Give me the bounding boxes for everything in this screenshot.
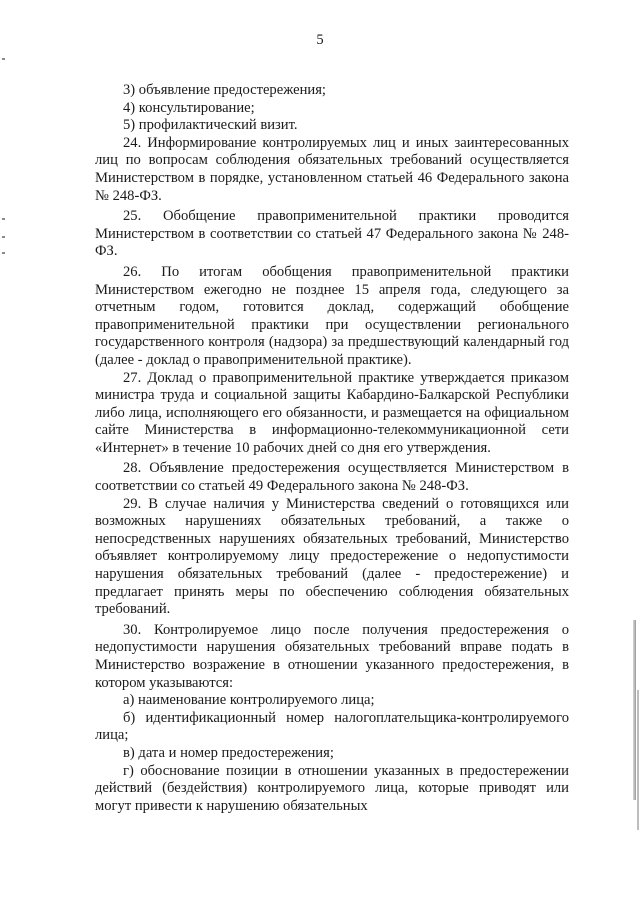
- paragraph-24: 24. Информирование контролируемых лиц и иных заинтересованных лиц по вопросам соблюдения обязательных требований осуществляется Министерством в порядке, установленном статьей 46 Федерального закона № 248-ФЗ.: [95, 134, 569, 204]
- binding-mark: [2, 218, 5, 220]
- binding-mark: [2, 252, 5, 254]
- paragraph-27: 27. Доклад о правоприменительной практике утверждается приказом министра труда и социальной защиты Кабардино-Балкарской Республики либо лица, исполняющего его обязанности, и размещается на официальном сайте Министерства в информационно-телекоммуникационной сети «Интернет» в течение 10 рабочих дней со дня его утверждения.: [95, 369, 569, 456]
- binding-mark: [2, 58, 5, 60]
- document-body: [95, 82, 569, 815]
- subitem-a: а) наименование контролируемого лица;: [123, 692, 375, 709]
- page-number: 5: [316, 32, 324, 48]
- paragraph-list-item-4: 4) консультирование;: [123, 99, 255, 116]
- subitem-v: в) дата и номер предостережения;: [123, 744, 334, 761]
- subitem-g: г) обоснование позиции в отношении указанных в предостережении действий (бездействия) контролируемого лица, которые приводят или могут привести к нарушению обязательных: [95, 762, 569, 814]
- paragraph-list-item-5: 5) профилактический визит.: [123, 117, 298, 134]
- paragraph-list-item-3: 3) объявление предостережения;: [123, 82, 326, 98]
- subitem-b: б) идентификационный номер налогоплательщика-контролируемого лица;: [95, 709, 569, 744]
- scan-edge-shadow: [633, 620, 636, 800]
- paragraph-30: 30. Контролируемое лицо после получения предостережения о недопустимости нарушения обязательных требований вправе подать в Министерство возражение в отношении указанного предостережения, в котором указываются:: [95, 621, 569, 691]
- binding-mark: [2, 236, 5, 238]
- paragraph-29: 29. В случае наличия у Министерства сведений о готовящихся или возможных нарушениях обязательных требований, а также о непосредственных нарушениях обязательных требований, Министерство объявляет контролируемому лицу предостережение о недопустимости нарушения обязательных требований (далее - предостережение) и предлагает принять меры по обеспечению соблюдения обязательных требований.: [95, 495, 569, 618]
- scan-edge-shadow-inner: [637, 690, 639, 830]
- paragraph-25: 25. Обобщение правоприменительной практики проводится Министерством в соответствии со статьей 47 Федерального закона № 248-ФЗ.: [95, 208, 569, 260]
- paragraph-28: 28. Объявление предостережения осуществляется Министерством в соответствии со статьей 49 Федерального закона № 248-ФЗ.: [95, 460, 569, 495]
- paragraph-26: 26. По итогам обобщения правоприменительной практики Министерством ежегодно не позднее 15 апреля года, следующего за отчетным годом, готовится доклад, содержащий обобщение правоприменительной практики при осуществлении регионального государственного контроля (надзора) за предшествующий календарный год (далее - доклад о правоприменительной практике).: [95, 263, 569, 368]
